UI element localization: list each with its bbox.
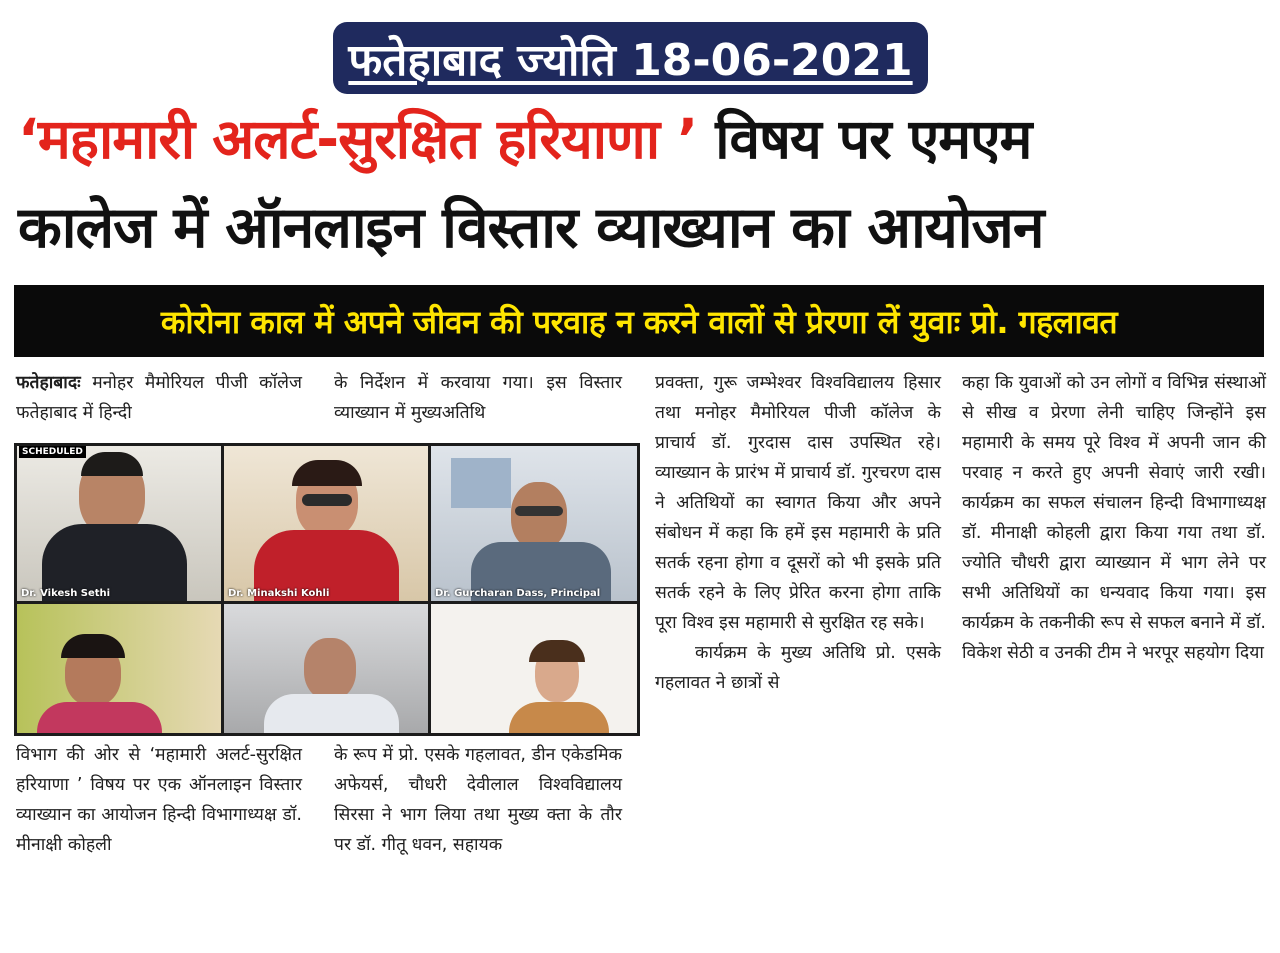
col1-bottom-text: विभाग की ओर से ‘महामारी अलर्ट-सुरक्षित हरियाणा ’ विषय पर एक ऑनलाइन विस्तार व्याख्यान का आयोजन हिन्दी विभागाध्यक्ष डॉ. मीनाक्षी कोहली <box>16 745 302 855</box>
participant-tile-5 <box>224 604 428 733</box>
col3-para-1: प्रवक्ता, गुरू जम्भेश्वर विश्वविद्यालय हिसार तथा मनोहर मैमोरियल पीजी कॉलेज के प्राचार्य डॉ. गुरदास दास उपस्थित रहे। व्याख्यान के प्रारंभ में प्राचार्य डॉ. गुरचरण दास ने अतिथियों का स्वागत किया और अपने संबोधन में कहा कि हमें इस महामारी के प्रति सतर्क रहना होगा व दूसरों को भी इसके प्रति सतर्क रहने के लिए प्रेरित करना होगा ताकि पूरा विश्व इस महामारी से सुरक्षित रह सके। <box>655 373 941 633</box>
article-col1-top <box>16 368 302 428</box>
col1-top-text: मनोहर मैमोरियल पीजी कॉलेज फतेहाबाद में हिन्दी <box>16 373 302 423</box>
participant-tile-1 <box>17 446 221 601</box>
article-col2-bottom <box>334 740 622 860</box>
article-col2-top <box>334 368 622 428</box>
participant-label-3: Dr. Gurcharan Dass, Principal <box>435 588 601 599</box>
participant-tile-6 <box>431 604 637 733</box>
col3-para-2: कार्यक्रम के मुख्य अतिथि प्रो. एसके गहलावत ने छात्रों से <box>655 643 941 693</box>
masthead-text: फतेहाबाद ज्योति 18-06-2021 <box>348 35 913 86</box>
dateline: फतेहाबादः <box>16 373 81 393</box>
participant-tile-2 <box>224 446 428 601</box>
subheadline-band <box>14 285 1264 357</box>
col2-top-text: के निर्देशन में करवाया गया। इस विस्तार व्याख्यान में मुख्यअतिथि <box>334 373 622 423</box>
col2-bottom-text: के रूप में प्रो. एसके गहलावत, डीन एकेडमिक अफेयर्स, चौधरी देवीलाल विश्वविद्यालय सिरसा ने भाग लिया तथा मुख्य क्ता के तौर पर डॉ. गीतू धवन, सहायक <box>334 745 622 855</box>
article-col4 <box>962 368 1266 668</box>
headline-red-part: ‘महामारी अलर्ट-सुरक्षित हरियाणा ’ <box>18 107 698 171</box>
masthead-banner <box>333 22 928 94</box>
article-col3 <box>655 368 941 698</box>
headline-line-2: कालेज में ऑनलाइन विस्तार व्याख्यान का आयोजन <box>18 195 1044 261</box>
video-conference-photo <box>14 443 640 736</box>
participant-label-2: Dr. Minakshi Kohli <box>228 588 330 599</box>
headline-line-1 <box>18 107 1268 171</box>
participant-label-1: Dr. Vikesh Sethi <box>21 588 111 599</box>
participant-tile-4 <box>17 604 221 733</box>
article-col1-bottom <box>16 740 302 860</box>
headline-black-part: विषय पर एमएम <box>697 107 1032 171</box>
scheduled-badge: SCHEDULED <box>19 446 86 458</box>
participant-tile-3 <box>431 446 637 601</box>
subheadline-text: कोरोना काल में अपने जीवन की परवाह न करने वालों से प्रेरणा लें युवाः प्रो. गहलावत <box>160 302 1118 341</box>
col4-text: कहा कि युवाओं को उन लोगों व विभिन्न संस्थाओं से सीख व प्रेरणा लेनी चाहिए जिन्होंने इस महामारी के समय पूरे विश्व में अपनी जान की परवाह न करते हुए अपनी सेवाएं जारी रखी। कार्यक्रम का सफल संचालन हिन्दी विभागाध्यक्ष डॉ. मीनाक्षी कोहली द्वारा किया गया तथा डॉ. ज्योति चौधरी द्वारा व्याख्यान में भाग लेने पर सभी अतिथियों का धन्यवाद किया गया। इस कार्यक्रम के तकनीकी रूप से सफल बनाने में डॉ. विकेश सेठी व उनकी टीम ने भरपूर सहयोग दिया <box>962 373 1266 663</box>
